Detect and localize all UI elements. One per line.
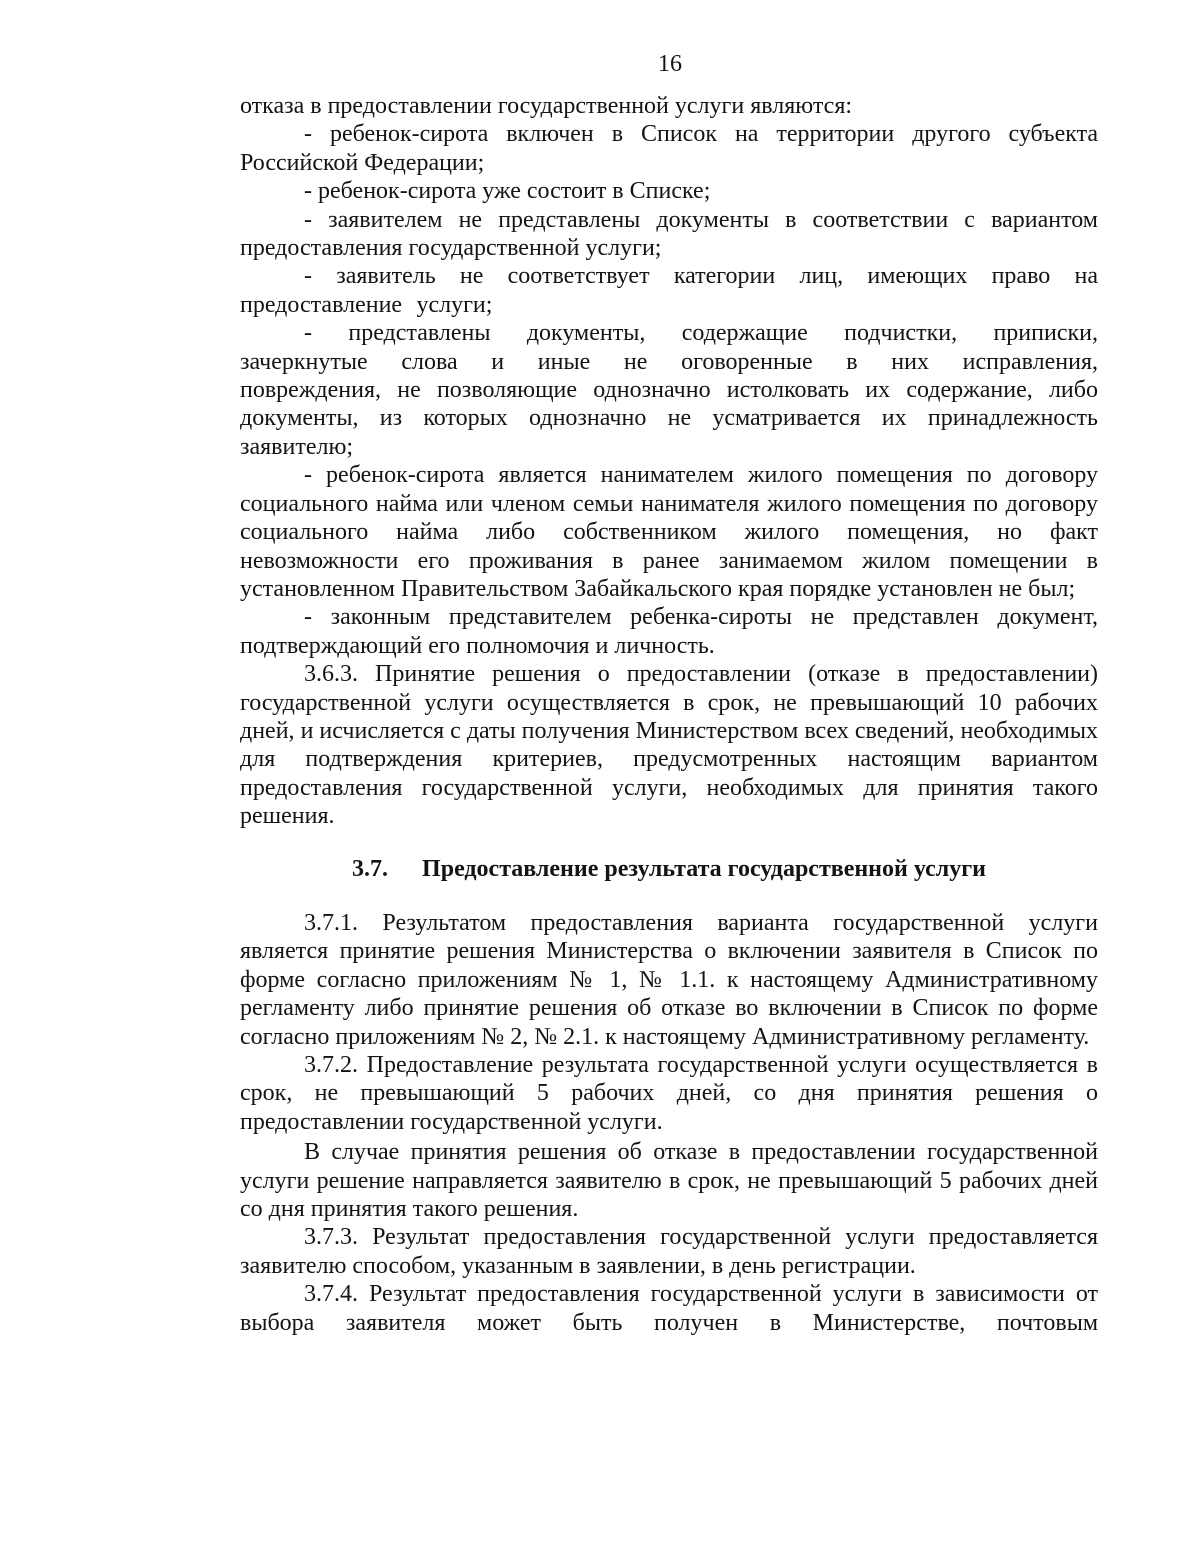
section-number: 3.7.	[352, 855, 389, 882]
spacer	[240, 883, 1098, 909]
list-item-representative-document: - законным представителем ребенка-сироты не представлен документ, подтверждающий его полномочия и личность.	[240, 604, 1098, 659]
section-heading	[240, 855, 1098, 883]
list-item-category-mismatch: - заявитель не соответствует категории лиц, имеющих право на предоставление услуги;	[240, 263, 1098, 318]
paragraph-refusal-notification: В случае принятия решения об отказе в предоставлении государственной услуги решение направляется заявителю в срок, не превышающий 5 рабочих дней со дня принятия такого решения.	[240, 1139, 1098, 1223]
paragraph-3-7-4: 3.7.4. Результат предоставления государственной услуги в зависимости от выбора заявителя может быть получен в Министерстве, почтовым	[240, 1281, 1098, 1336]
list-item-already-in-list: - ребенок-сирота уже состоит в Списке;	[304, 178, 711, 205]
paragraph-3-7-2: 3.7.2. Предоставление результата государственной услуги осуществляется в срок, не превышающий 5 рабочих дней, со дня принятия решения о предоставлении государственной услуги.	[240, 1052, 1098, 1135]
paragraph-3-6-3: 3.6.3. Принятие решения о предоставлении (отказе в предоставлении) государственной услуги осуществляется в срок, не превышающий 10 рабочих дней, и исчисляется с даты получения Министерством всех сведений, необходимых для подтверждения критериев, предусмотренных настоящим вариантом предоставления государственной услуги, необходимых для принятия такого решения.	[240, 661, 1098, 830]
spacer	[240, 831, 1098, 855]
paragraph-continuation: отказа в предоставлении государственной услуги являются:	[240, 93, 853, 119]
list-item-other-subject: - ребенок-сирота включен в Список на территории другого субъекта Российской Федерации;	[240, 121, 1098, 176]
document-body	[240, 92, 1098, 1337]
page-number: 16	[658, 51, 682, 77]
list-item-corrected-documents: - представлены документы, содержащие подчистки, приписки, зачеркнутые слова и иные не оговоренные в них исправления, повреждения, не позволяющие однозначно истолковать их содержание, либо документы, из которых однозначно не усматривается их принадлежность заявителю;	[240, 320, 1098, 460]
list-item-documents-not-provided: - заявителем не представлены документы в соответствии с вариантом предоставления государственной услуги;	[240, 206, 1098, 262]
paragraph-3-7-1: 3.7.1. Результатом предоставления варианта государственной услуги является принятие решения Министерства о включении заявителя в Список по форме согласно приложениям № 1, № 1.1. к настоящему Административному регламенту либо принятие решения об отказе во включении в Список по форме согласно приложениям № 2, № 2.1. к настоящему Административному регламенту.	[240, 909, 1098, 1050]
paragraph-3-7-3: 3.7.3. Результат предоставления государственной услуги предоставляется заявителю способом, указанным в заявлении, в день регистрации.	[240, 1224, 1098, 1279]
list-item-tenant-or-owner: - ребенок-сирота является нанимателем жилого помещения по договору социального найма или членом семьи нанимателя жилого помещения по договору социального найма либо собственником жилого помещения, но факт невозможности его проживания в ранее занимаемом жилом помещении в установленном Правительством Забайкальского края порядке установлен не был;	[240, 462, 1098, 602]
section-title: Предоставление результата государственной услуги	[422, 855, 986, 882]
